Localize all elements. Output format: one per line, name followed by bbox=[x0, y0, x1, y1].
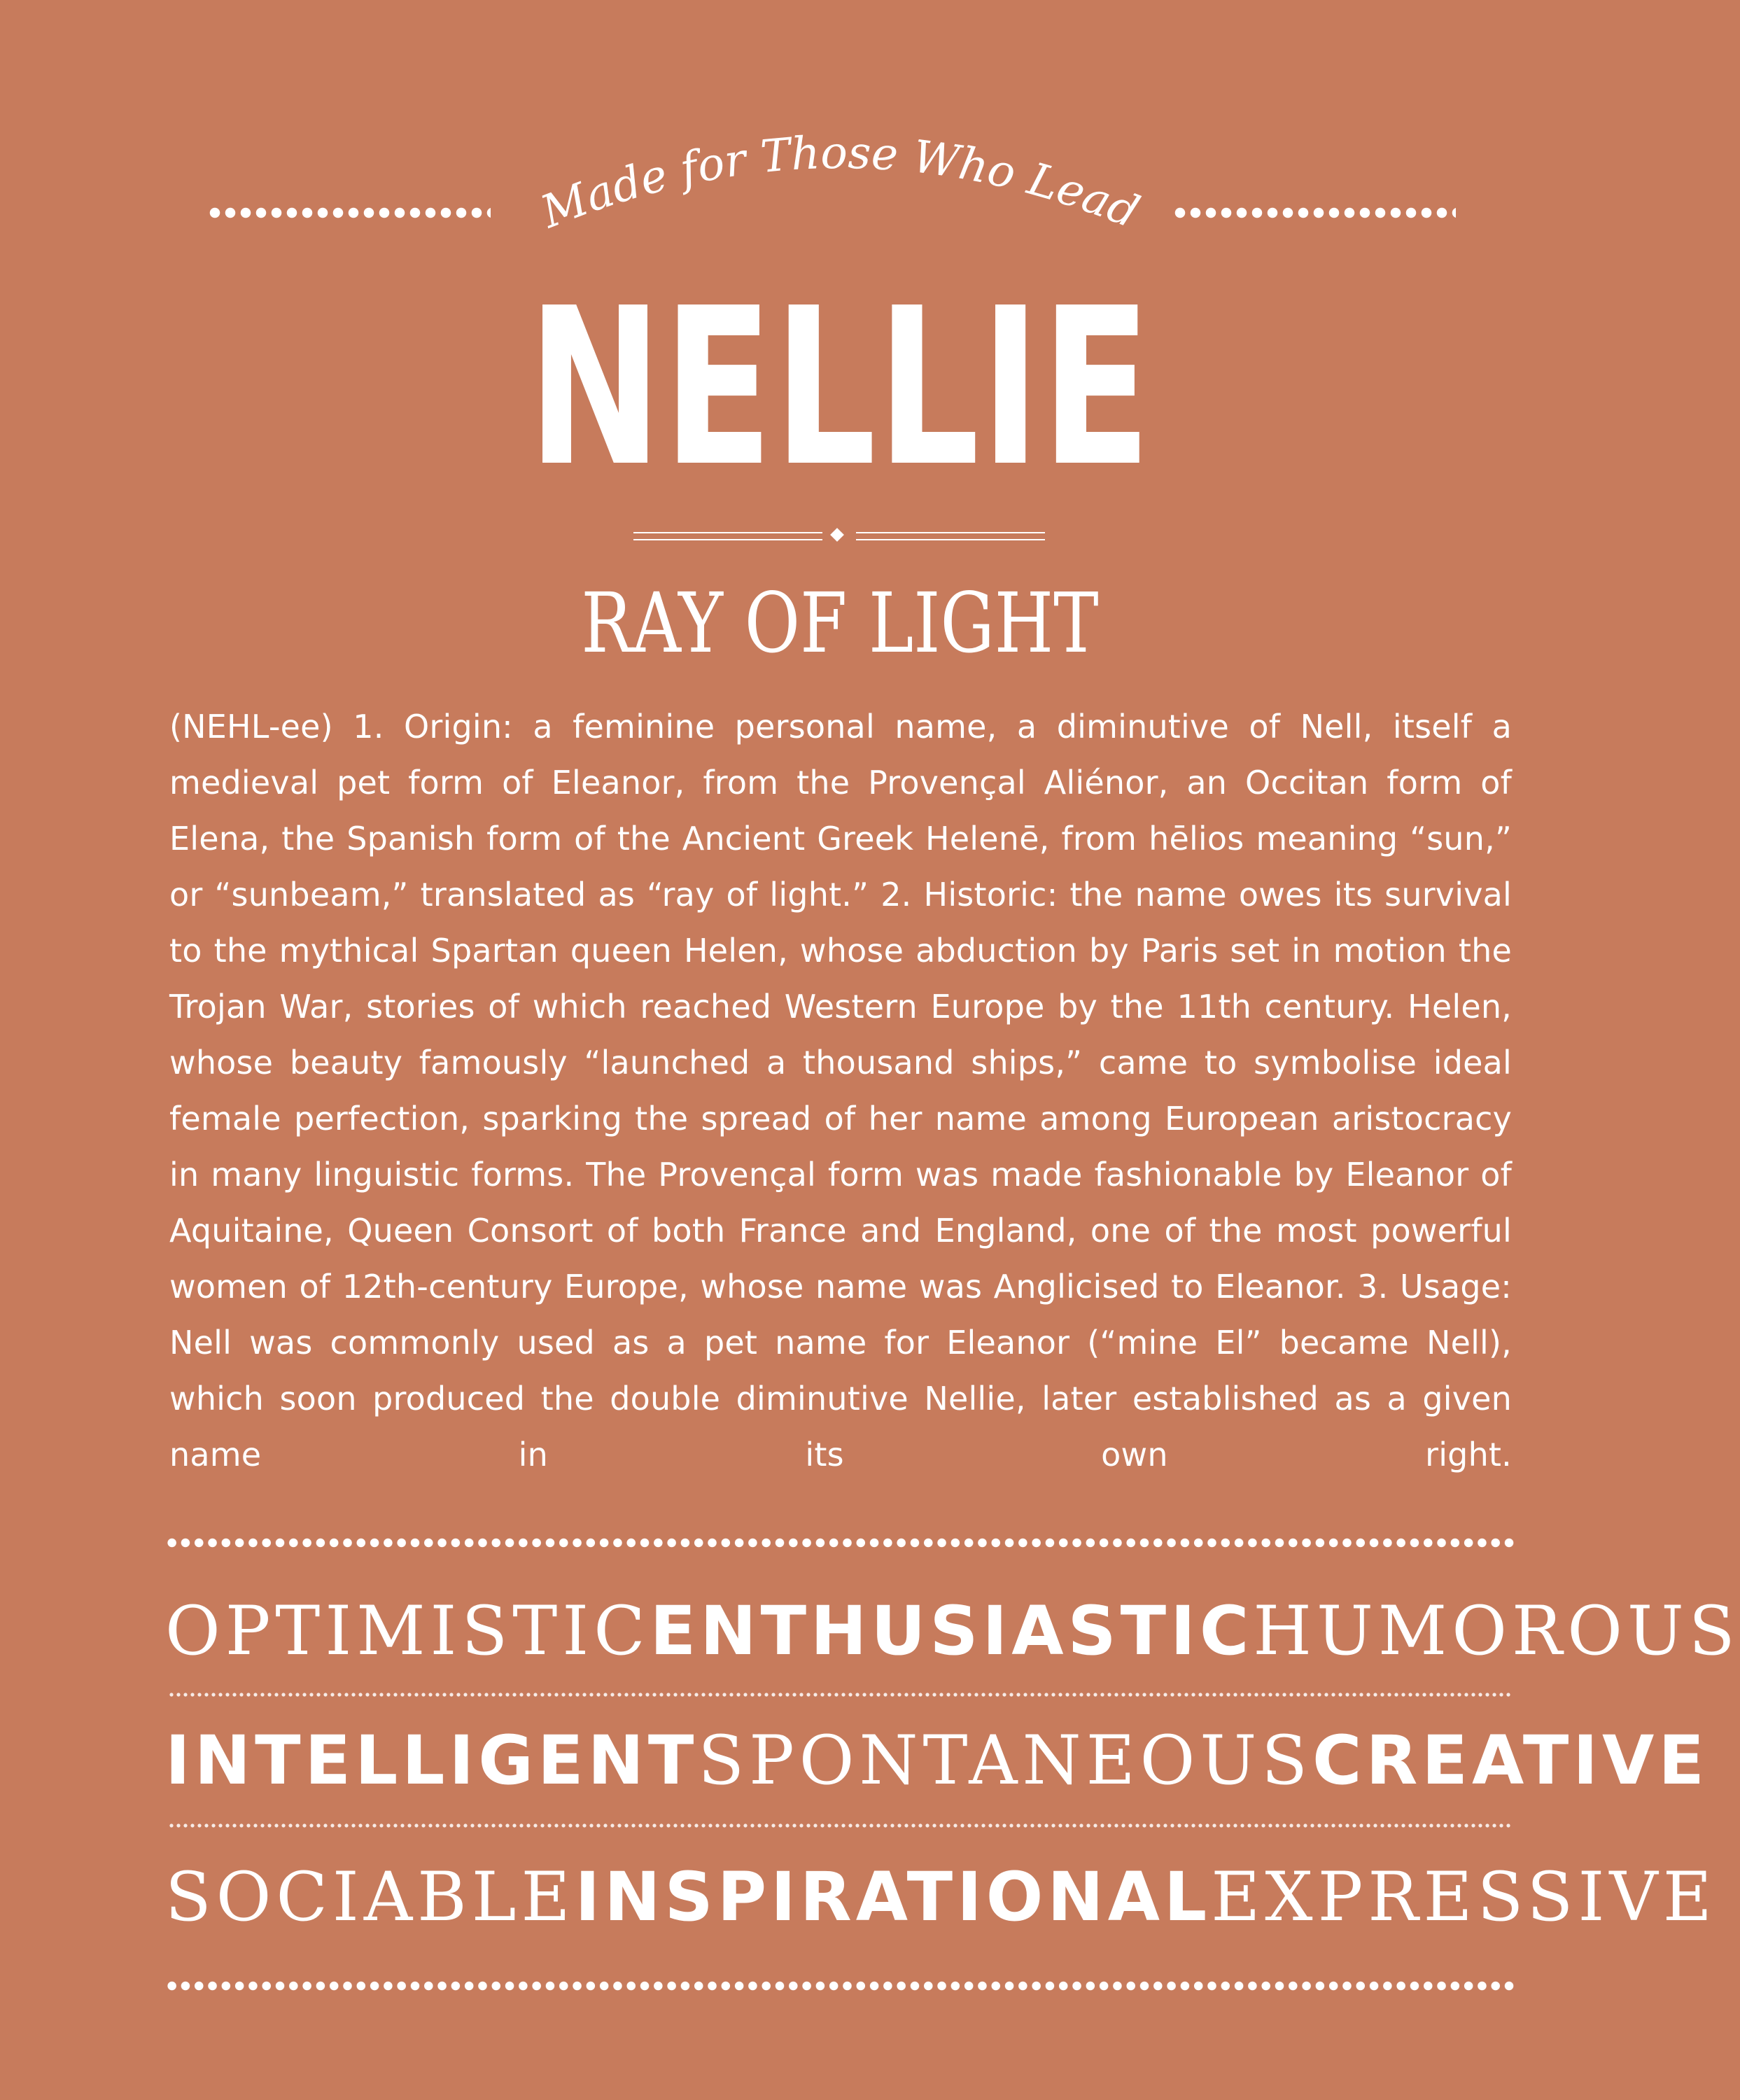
trait-word: HUMOROUS bbox=[1253, 1592, 1740, 1670]
trait-word: SPONTANEOUS bbox=[698, 1721, 1313, 1800]
trait-word: EXPRESSIVE bbox=[1211, 1858, 1717, 1936]
trait-word: CREATIVE bbox=[1312, 1721, 1709, 1800]
divider-line-left bbox=[633, 532, 822, 540]
name-meaning: RAY OF LIGHT bbox=[581, 575, 1099, 671]
tagline-text: Made for Those Who Lead bbox=[534, 127, 1146, 239]
traits-row bbox=[165, 1858, 1717, 1936]
tagline bbox=[532, 105, 1148, 245]
top-left-dotted-rule bbox=[207, 206, 491, 219]
trait-word: INSPIRATIONAL bbox=[575, 1858, 1212, 1936]
traits-top-dotted-rule bbox=[165, 1537, 1516, 1548]
traits-separator-dotted-rule bbox=[168, 1692, 1512, 1698]
trait-word: INTELLIGENT bbox=[165, 1721, 699, 1800]
trait-word: ENTHUSIASTIC bbox=[650, 1592, 1254, 1670]
name-title: NELLIE bbox=[527, 262, 1152, 514]
traits-row bbox=[165, 1721, 1709, 1800]
bottom-dotted-rule bbox=[165, 1980, 1516, 1991]
trait-word: OPTIMISTIC bbox=[165, 1592, 650, 1670]
traits-row bbox=[165, 1592, 1740, 1670]
ornamental-divider bbox=[633, 528, 1045, 545]
trait-word: SOCIABLE bbox=[165, 1858, 575, 1936]
traits-separator-dotted-rule bbox=[168, 1823, 1512, 1828]
diamond-icon bbox=[830, 528, 844, 542]
definition-paragraph: (NEHL-ee) 1. Origin: a feminine personal name, a diminutive of Nell, itself a medieval pet form of Eleanor, from the Provençal Aliénor, an Occitan form of Elena, the Spanish form of the Ancient Greek Helenē, from hēlios meaning “sun,” or “sunbeam,” translated as “ray of light.” 2. Historic: the name owes its survival to the mythical Spartan queen Helen, whose abduction by Paris set in motion the Trojan War, stories of which reached Western Europe by the 11th century. Helen, whose beauty famously “launched a thousand ships,” came to symbolise ideal female perfection, sparking the spread of her name among European aristocracy in many linguistic forms. The Provençal form was made fashionable by Eleanor of Aquitaine, Queen Consort of both France and England, one of the most powerful women of 12th-century Europe, whose name was Anglicised to Eleanor. 3. Usage: Nell was commonly used as a pet name for Eleanor (“mine El” became Nell), which soon produced the double diminutive Nellie, later established as a given name in its own right. bbox=[169, 708, 1512, 1474]
divider-line-right bbox=[856, 532, 1045, 540]
top-right-dotted-rule bbox=[1172, 206, 1456, 219]
